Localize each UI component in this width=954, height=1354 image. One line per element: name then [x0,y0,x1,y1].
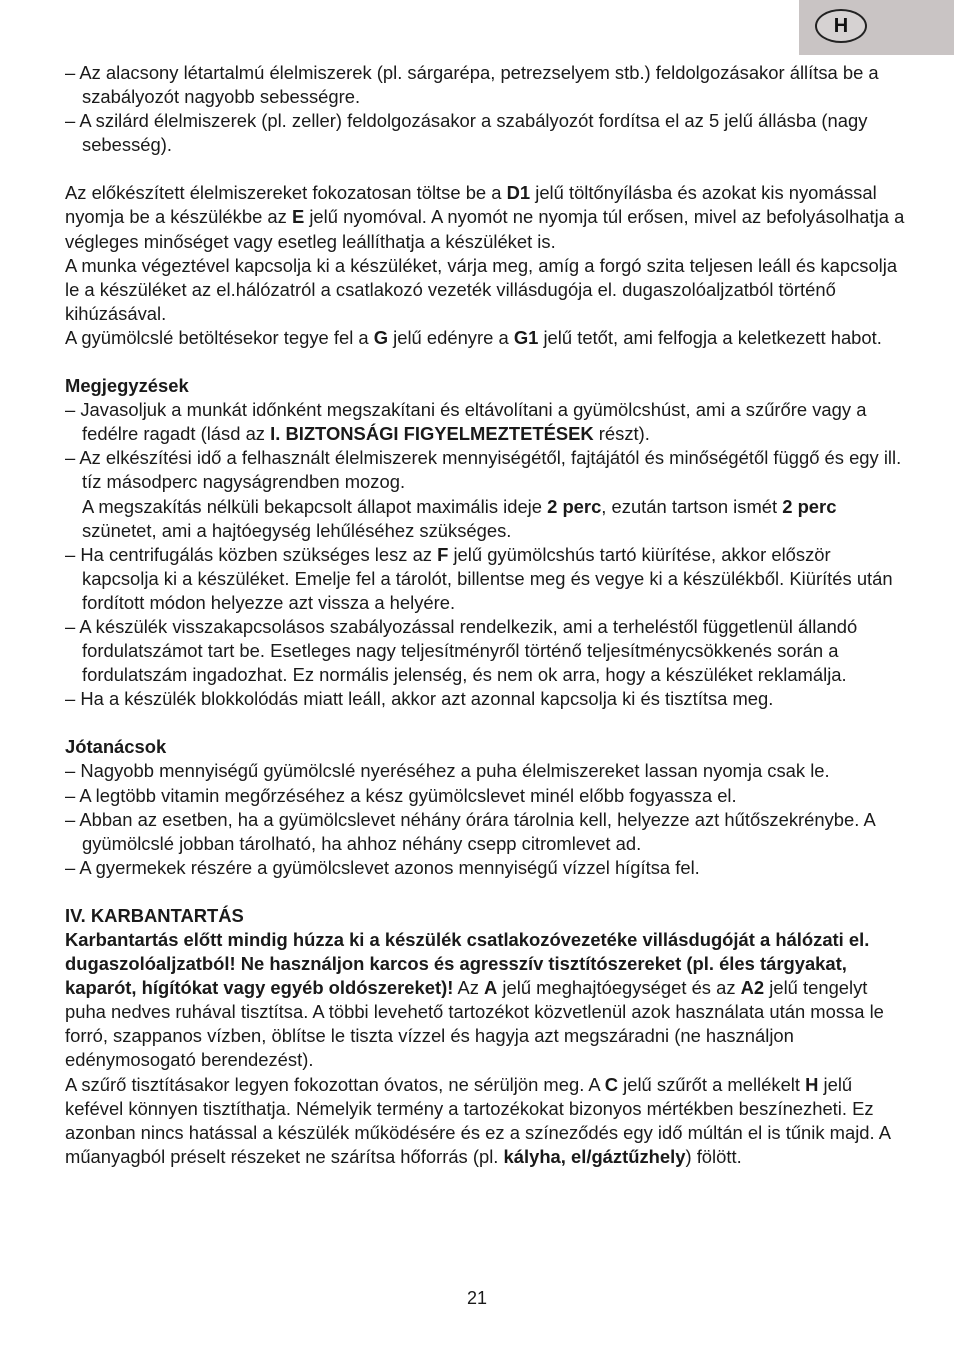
page-content [65,61,910,1169]
list-item: – Ha a készülék blokkolódás miatt leáll, akkor azt azonnal kapcsolja ki és tisztítsa meg. [65,688,774,710]
filter-cleaning-paragraph: A szűrő tisztításakor legyen fokozottan óvatos, ne sérüljön meg. A C jelű szűrőt a mellékelt H jelű kefével könnyen tisztíthatja. Némelyik termény a tartozékokat bizonyos mértékben beszínezheti. Ez azonban nincs hatással a készülék működésére és ez a színeződés egy idő múltán el is tűnik majd. A műanyagból préselt részeket ne szárítsa hőforrás (pl. kályha, el/gáztűzhely) fölött. [65,1073,890,1167]
notes-list [65,398,910,711]
list-item: – Az alacsony létartalmú élelmiszerek (pl. sárgarépa, petrezselyem stb.) feldolgozásakor állítsa be a szabályozót nagyobb sebességre. [65,62,879,108]
list-item: – Az elkészítési idő a felhasznált élelmiszerek mennyiségétől, fajtájától és minőségétől függő és egy ill. tíz másodperc nagyságrendben mozog. [65,447,902,493]
list-item: – A készülék visszakapcsolásos szabályozással rendelkezik, ami a terheléstől függetlenül állandó fordulatszámot tart be. Esetleges nagy teljesítményről történő teljesítménycsökkenés során a fordulatszám ingadozhat. Ez normális jelenség, és nem ok arra, hogy a készüléket reklamálja. [65,615,858,686]
notes-heading: Megjegyzések [65,375,189,397]
tips-list [65,759,910,879]
list-item: – A legtöbb vitamin megőrzéséhez a kész gyümölcslevet minél előbb fogyassza el. [65,784,737,806]
list-item: – Ha centrifugálás közben szükséges lesz az F jelű gyümölcshús tartó kiürítése, akkor először kapcsolja ki a készüléket. Emelje fel a tárolót, billentse meg és vegye ki a készülékből. Kiürítés után fordított módon helyezze azt vissza a helyére. [65,543,893,613]
list-item: – Javasoljuk a munkát időnként megszakítani és eltávolítani a gyümölcshúst, ami a szűrőre vagy a fedélre ragadt (lásd az I. BIZTONSÁGI FIGYELMEZTETÉSEK részt). [65,399,867,445]
list-item: – Abban az esetben, ha a gyümölcslevet néhány órára tárolnia kell, helyezze azt hűtőszekrénybe. A gyümölcslé jobban tárolható, ha ahhoz néhány csepp citromlevet ad. [65,808,875,854]
paragraph-loading: Az előkészített élelmiszereket fokozatosan töltse be a D1 jelű töltőnyílásba és azokat kis nyomással nyomja be a készülékbe az E jelű nyomóval. A nyomót ne nyomja túl erősen, mivel az befolyásolhatja a végleges minőséget vagy esetleg leállíthatja a készüléket is. [65,182,905,252]
paragraph-finish: A munka végeztével kapcsolja ki a készüléket, várja meg, amíg a forgó szita teljesen leáll és kapcsolja le a készüléket az el.hálózatról a csatlakozó vezeték villásdugója el. dugaszolóaljzatból történő kihúzásával. [65,254,898,324]
paragraph-juice-lid: A gyümölcslé betöltésekor tegye fel a G jelű edényre a G1 jelű tetőt, ami felfogja a keletkezett habot. [65,326,882,348]
maintenance-heading: IV. KARBANTARTÁS [65,904,244,926]
page-number: 21 [466,1288,488,1308]
intro-list [65,61,910,157]
list-item: – A szilárd élelmiszerek (pl. zeller) feldolgozásakor a szabályozót fordítsa el az 5 jelű állásba (nagy sebesség). [65,110,868,156]
list-item: – A gyermekek részére a gyümölcslevet azonos mennyiségű vízzel hígítsa fel. [65,856,700,878]
list-item: A megszakítás nélküli bekapcsolt állapot maximális ideje 2 perc, ezután tartson ismét 2 perc szünetet, ami a hajtóegység lehűléséhez szükséges. [82,495,837,541]
tips-heading: Jótanácsok [65,736,167,758]
maintenance-paragraph: Karbantartás előtt mindig húzza ki a készülék csatlakozóvezetéke villásdugóját a hálózati el. dugaszolóaljzatból! Ne használjon karcos és agresszív tisztítószereket (pl. éles tárgyakat, kaparót, hígítókat vagy egyéb oldószereket)! Az A jelű meghajtóegységet és az A2 jelű tengelyt puha nedves ruhával tisztítsa. A többi levehető tartozékot közvetlenül azok használata után mossa le forró, szappanos vízben, öblítse le tiszta vízzel és hagyja azt megszáradni (ne használjon edénymosogató berendezést). [65,929,884,1071]
language-tab [799,0,954,55]
list-item: – Nagyobb mennyiségű gyümölcslé nyeréséhez a puha élelmiszereket lassan nyomja csak le. [65,760,830,782]
language-badge: H [815,9,867,43]
